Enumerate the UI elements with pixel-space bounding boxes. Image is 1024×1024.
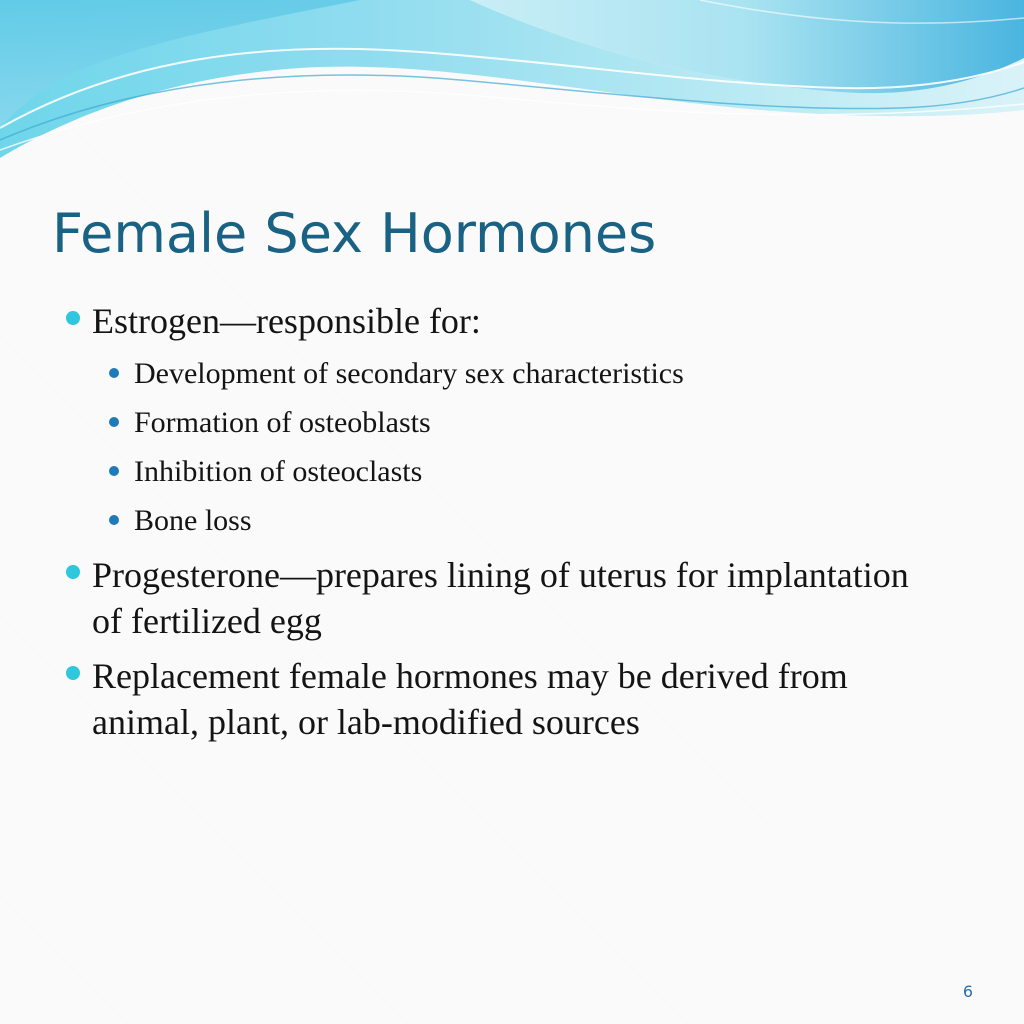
- subbullet-dot-icon: [109, 515, 119, 525]
- bullet-dot-icon: [66, 311, 80, 325]
- estrogen-subbullet-list: [64, 349, 944, 545]
- bullet-progesterone: [64, 552, 944, 644]
- subbullet-dot-icon: [109, 466, 119, 476]
- subbullet-text: Inhibition of osteoclasts: [134, 455, 423, 488]
- subbullet-dot-icon: [109, 368, 119, 378]
- subbullet-item: [64, 447, 944, 496]
- subbullet-text: Development of secondary sex characteristics: [134, 357, 684, 390]
- subbullet-text: Formation of osteoblasts: [134, 406, 431, 439]
- subbullet-item: [64, 398, 944, 447]
- bullet-text: Replacement female hormones may be derived from animal, plant, or lab-modified sources: [92, 656, 848, 742]
- slide-number: 6: [962, 982, 974, 1001]
- bullet-dot-icon: [66, 565, 80, 579]
- subbullet-text: Bone loss: [134, 504, 252, 537]
- header-wave-decoration: [0, 0, 1024, 170]
- subbullet-item: [64, 349, 944, 398]
- bullet-text: Progesterone—prepares lining of uterus for implantation of fertilized egg: [92, 555, 909, 641]
- subbullet-item: [64, 496, 944, 545]
- bullet-dot-icon: [66, 666, 80, 680]
- slide-title: Female Sex Hormones: [52, 202, 657, 265]
- subbullet-dot-icon: [109, 417, 119, 427]
- bullet-estrogen: [64, 298, 944, 344]
- bullet-list: [64, 298, 944, 745]
- bullet-text: Estrogen—responsible for:: [92, 301, 481, 341]
- bullet-replacement-hormones: [64, 653, 944, 745]
